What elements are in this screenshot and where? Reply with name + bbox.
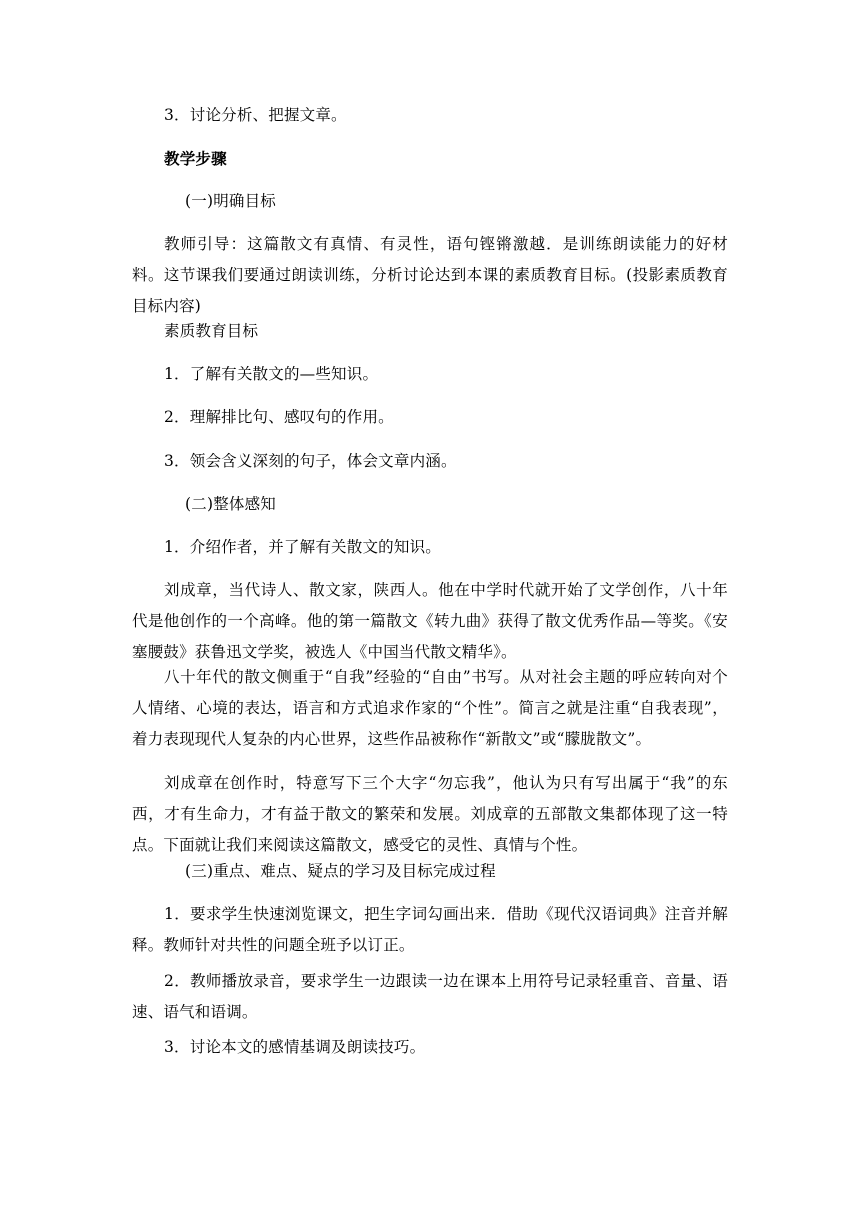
subheading-clarify-goals: (一)明确目标 bbox=[185, 192, 276, 210]
goal-item-3: 3．领会含义深刻的句子，体会文章内涵。 bbox=[164, 452, 457, 470]
step-3-analysis: 3．讨论分析、把握文章。 bbox=[164, 106, 347, 124]
paragraph-eighties-prose: 八十年代的散文侧重于“自我”经验的“自由”书写。从对社会主题的呼应转向对个人情绪、心境的表达，语言和方式追求作家的“个性”。简言之就是注重“自我表现”，着力表现现代人复杂的内心世界，这些作品被称作“新散文”或“朦胧散文”。 bbox=[132, 668, 728, 748]
section-heading-teaching-steps: 教学步骤 bbox=[164, 149, 227, 168]
goal-item-2: 2．理解排比句、感叹句的作用。 bbox=[164, 408, 394, 426]
subheading-key-points: (三)重点、难点、疑点的学习及目标完成过程 bbox=[185, 862, 496, 880]
goal-item-1: 1．了解有关散文的—些知识。 bbox=[164, 365, 379, 383]
perception-item-1: 1．介绍作者，并了解有关散文的知识。 bbox=[164, 538, 441, 556]
paragraph-teacher-guidance: 教师引导：这篇散文有真情、有灵性，语句铿锵激越．是训练朗读能力的好材料。这节课我们要通过朗读训练，分析讨论达到本课的素质教育目标。(投影素质教育目标内容) bbox=[132, 235, 728, 315]
process-item-2: 2．教师播放录音，要求学生一边跟读一边在课本上用符号记录轻重音、音量、语速、语气和语调。 bbox=[132, 972, 728, 1021]
process-item-1: 1．要求学生快速浏览课文，把生字词勾画出来．借助《现代汉语词典》注音并解释。教师针对共性的问题全班予以订正。 bbox=[132, 905, 728, 954]
label-quality-goals: 素质教育目标 bbox=[164, 322, 259, 340]
subheading-overall-perception: (二)整体感知 bbox=[185, 495, 276, 513]
paragraph-author-intro: 刘成章，当代诗人、散文家，陕西人。他在中学时代就开始了文学创作，八十年代是他创作的一个高峰。他的第一篇散文《转九曲》获得了散文优秀作品—等奖。《安塞腰鼓》获鲁迅文学奖，被选人《中国当代散文精华》。 bbox=[132, 581, 728, 661]
process-item-3: 3．讨论本文的感情基调及朗读技巧。 bbox=[164, 1038, 426, 1056]
paragraph-author-motto: 刘成章在创作时，特意写下三个大字“勿忘我”，他认为只有写出属于“我”的东西，才有生命力，才有益于散文的繁荣和发展。刘成章的五部散文集都体现了这一特点。下面就让我们来阅读这篇散文，感受它的灵性、真情与个性。 bbox=[132, 774, 728, 854]
